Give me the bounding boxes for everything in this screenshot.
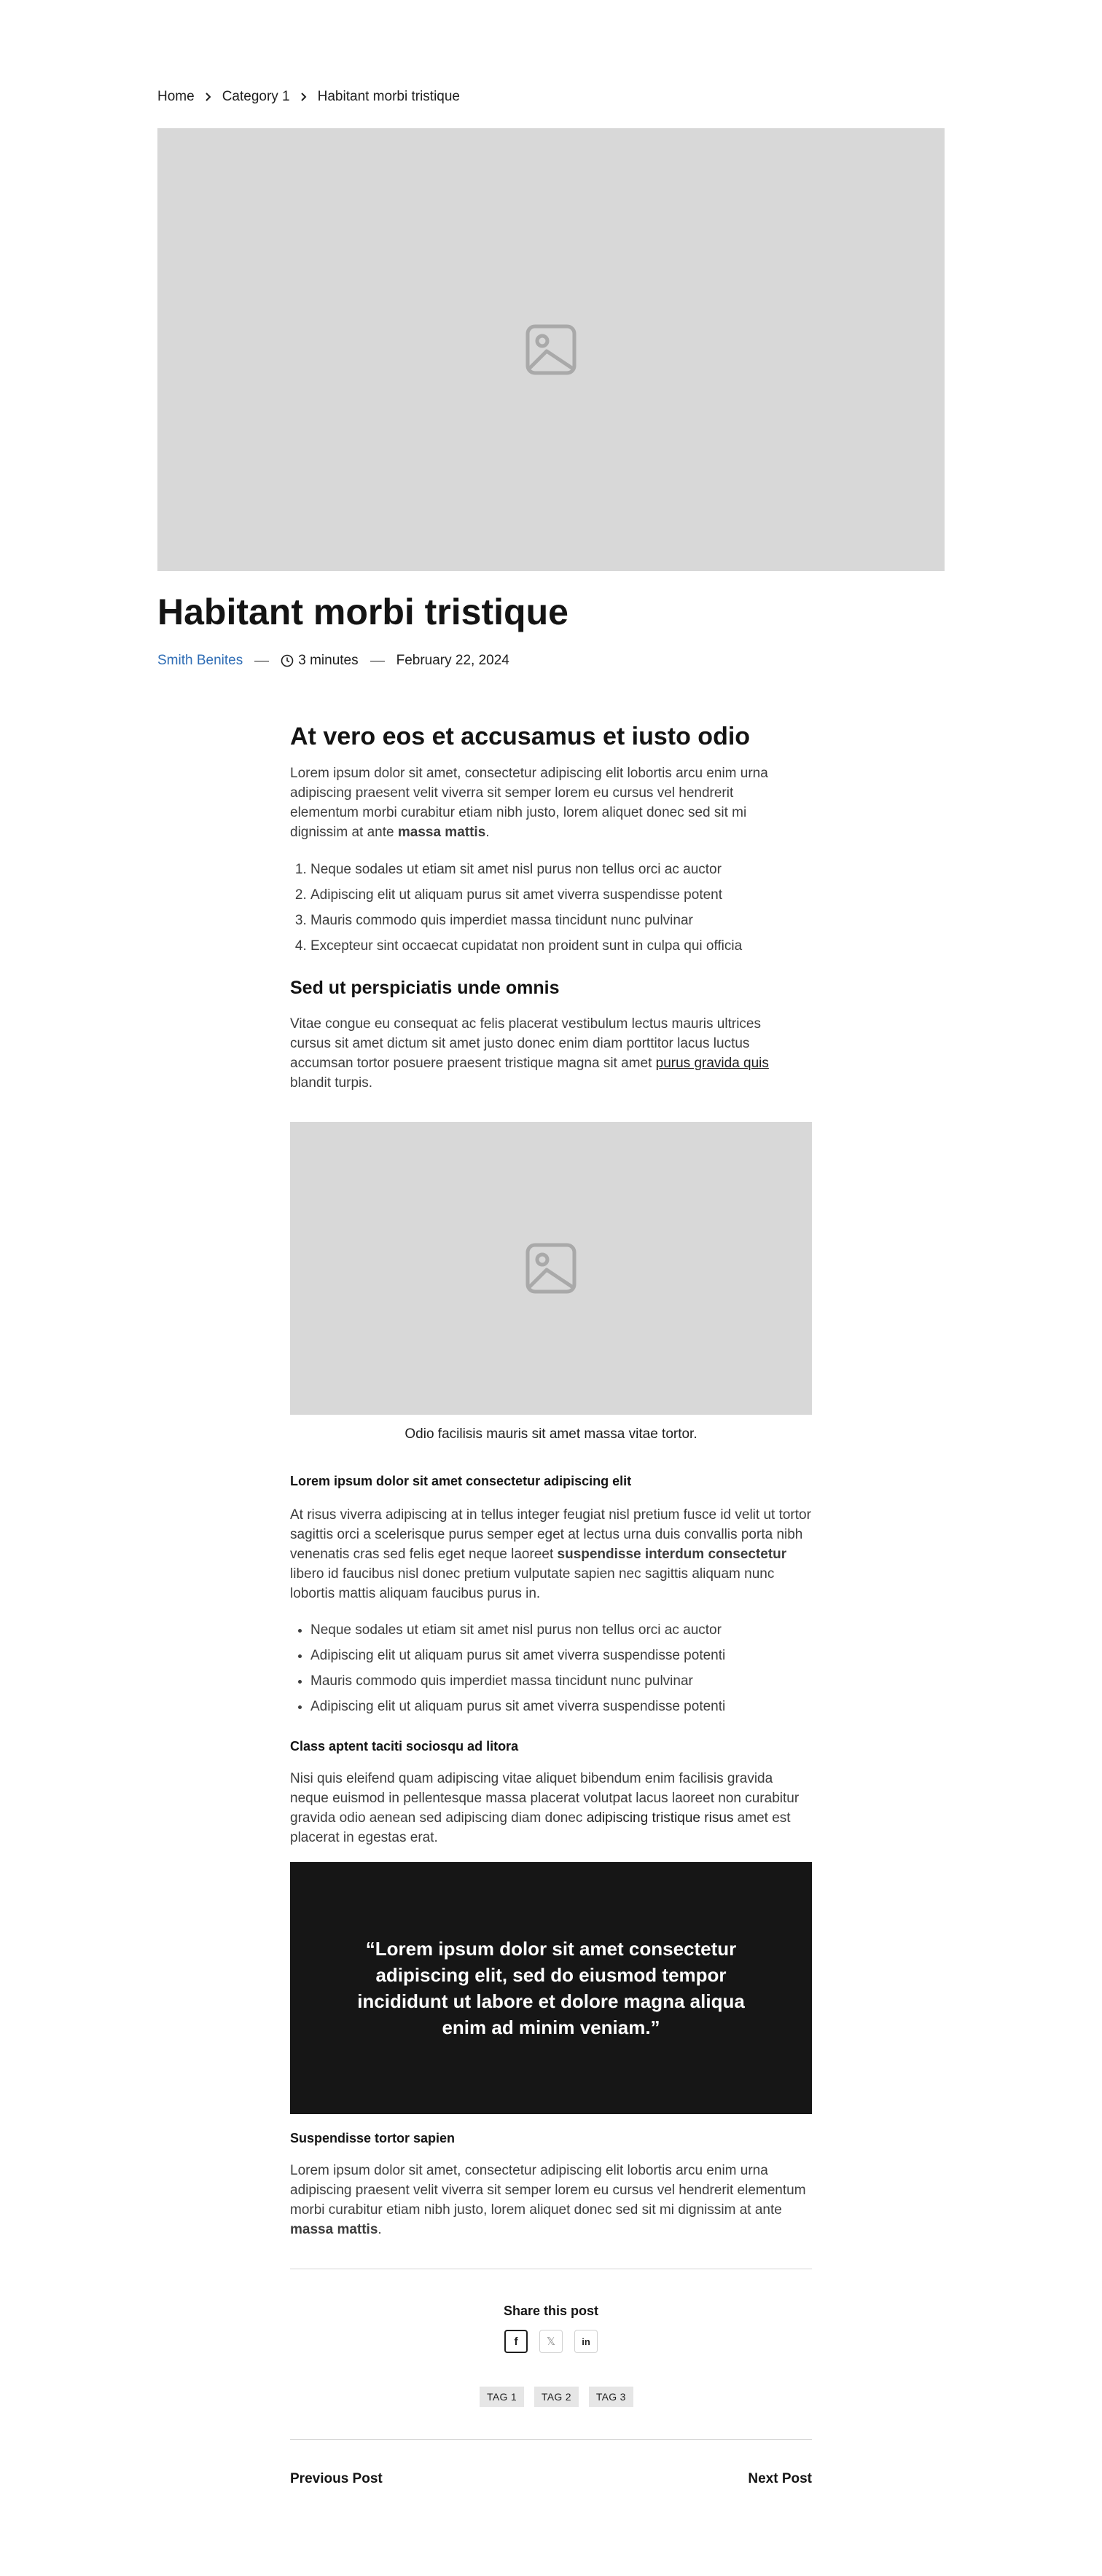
chevron-right-icon: [202, 90, 215, 103]
chevron-right-icon: [297, 90, 310, 103]
blockquote: [290, 1862, 812, 2114]
breadcrumb: [157, 89, 460, 105]
article-paragraph-3: [290, 1505, 812, 1603]
post-navigation: [290, 2471, 812, 2487]
paragraph-text: amet est placerat in egestas erat.: [290, 1810, 791, 1845]
x-share-button[interactable]: [539, 2330, 563, 2353]
clock-icon: [281, 654, 294, 667]
read-time-text: 3 minutes: [298, 653, 359, 668]
article-heading-5: Suspendisse tortor sapien: [290, 2131, 456, 2145]
tag-1[interactable]: TAG 1: [480, 2387, 524, 2407]
paragraph-bold: massa mattis: [290, 2222, 378, 2237]
paragraph-bold: suspendisse interdum consectetur: [557, 1547, 787, 1562]
tag-list: [480, 2387, 633, 2407]
quote-text: “Lorem ipsum dolor sit amet consectetur adipiscing elit, sed do eiusmod tempor incididunt ut labore et dolore magna aliqua enim ad minim veniam.”: [357, 1938, 745, 2038]
bullet-list: [290, 1617, 821, 1719]
paragraph-text: .: [378, 2222, 382, 2237]
hero-image: [157, 128, 945, 571]
tag-3[interactable]: TAG 3: [589, 2387, 633, 2407]
next-post-link[interactable]: Next Post: [748, 2471, 812, 2486]
image-placeholder-icon: [525, 323, 577, 376]
paragraph-bold: massa mattis: [397, 825, 486, 840]
list-item: • Mauris commodo quis imperdiet massa tincidunt nunc pulvinar: [310, 1668, 821, 1694]
list-item: 4. Excepteur sint occaecat cupidatat non proident sunt in culpa qui officia: [310, 933, 821, 959]
paragraph-text: Lorem ipsum dolor sit amet, consectetur adipiscing elit lobortis arcu enim urna adipiscing praesent velit viverra sit semper lorem eu cursus vel hendrerit elementum morbi curabitur etiam nibh justo, lorem aliquet donec sed sit mi dignissim at ante: [290, 766, 768, 840]
list-item: • Adipiscing elit ut aliquam purus sit amet viverra suspendisse potenti: [310, 1643, 821, 1668]
divider: [290, 2439, 812, 2440]
article-heading-3: Lorem ipsum dolor sit amet consectetur adipiscing elit: [290, 1474, 632, 1488]
paragraph-text: blandit turpis.: [290, 1075, 373, 1091]
linkedin-share-button[interactable]: [574, 2330, 598, 2353]
figure-caption: Odio facilisis mauris sit amet massa vitae tortor.: [405, 1426, 697, 1442]
inline-link[interactable]: purus gravida quis: [655, 1056, 769, 1071]
post-meta: [157, 653, 509, 669]
breadcrumb-current: Habitant morbi tristique: [317, 89, 461, 104]
article-paragraph-1: [290, 763, 786, 842]
facebook-share-button[interactable]: [504, 2330, 528, 2353]
previous-post-link[interactable]: Previous Post: [290, 2471, 383, 2486]
image-placeholder-icon: [525, 1242, 577, 1295]
linkedin-icon: in: [582, 2336, 590, 2347]
tag-2[interactable]: TAG 2: [534, 2387, 579, 2407]
author-link[interactable]: Smith Benites: [157, 653, 243, 668]
post-date: February 22, 2024: [396, 653, 509, 668]
share-title: Share this post: [503, 2304, 599, 2318]
x-icon: 𝕏: [546, 2336, 556, 2348]
paragraph-text: Nisi quis eleifend quam adipiscing vitae aliquet bibendum enim facilisis gravida neque euismod in pellentesque massa placerat volutpat lacus laoreet non curabitur gravida odio aenean sed adipiscing diam donec: [290, 1771, 800, 1826]
facebook-icon: f: [514, 2335, 518, 2348]
article-heading-4: Class aptent taciti sociosqu ad litora: [290, 1739, 519, 1754]
list-item: • Neque sodales ut etiam sit amet nisl purus non tellus orci ac auctor: [310, 1617, 821, 1643]
article-paragraph-5: [290, 2161, 812, 2239]
page-title: Habitant morbi tristique: [157, 592, 568, 632]
list-item: 1. Neque sodales ut etiam sit amet nisl purus non tellus orci ac auctor: [310, 857, 821, 882]
list-item: 2. Adipiscing elit ut aliquam purus sit amet viverra suspendisse potent: [310, 882, 821, 908]
paragraph-text: libero id faucibus nisl donec pretium vulputate sapien nec sagittis aliquam nunc lobortis mattis aliquam faucibus purus in.: [290, 1566, 775, 1601]
paragraph-emphasis: adipiscing tristique risus: [586, 1810, 734, 1826]
list-item: • Adipiscing elit ut aliquam purus sit amet viverra suspendisse potenti: [310, 1694, 821, 1719]
read-time: [281, 653, 358, 669]
article-figure: [290, 1122, 812, 1415]
share-buttons: [504, 2330, 598, 2353]
breadcrumb-home-link[interactable]: Home: [157, 89, 195, 104]
list-item: 3. Mauris commodo quis imperdiet massa tincidunt nunc pulvinar: [310, 908, 821, 933]
paragraph-text: Vitae congue eu consequat ac felis placerat vestibulum lectus mauris ultrices cursus sit amet dictum sit amet justo donec enim diam porttitor lacus luctus accumsan tortor posuere praesent tristique magna sit amet: [290, 1016, 761, 1071]
article-paragraph-4: [290, 1769, 812, 1847]
paragraph-text: Lorem ipsum dolor sit amet, consectetur adipiscing elit lobortis arcu enim urna adipiscing praesent velit viverra sit semper lorem eu cursus vel hendrerit elementum morbi curabitur etiam nibh justo, lorem aliquet donec sed sit mi dignissim at ante: [290, 2163, 806, 2218]
breadcrumb-category-link[interactable]: Category 1: [222, 89, 290, 104]
article-heading-1: At vero eos et accusamus et iusto odio: [290, 723, 751, 750]
paragraph-text: At risus viverra adipiscing at in tellus integer feugiat nisl pretium fusce id velit ut tortor sagittis orci a scelerisque purus semper eget at lectus urna duis convallis porta nibh venenatis cras sed felis eget neque laoreet: [290, 1507, 811, 1562]
ordered-list: [290, 857, 821, 959]
article-paragraph-2: [290, 1014, 786, 1093]
paragraph-text: .: [485, 825, 490, 840]
article-heading-2: Sed ut perspiciatis unde omnis: [290, 978, 560, 998]
